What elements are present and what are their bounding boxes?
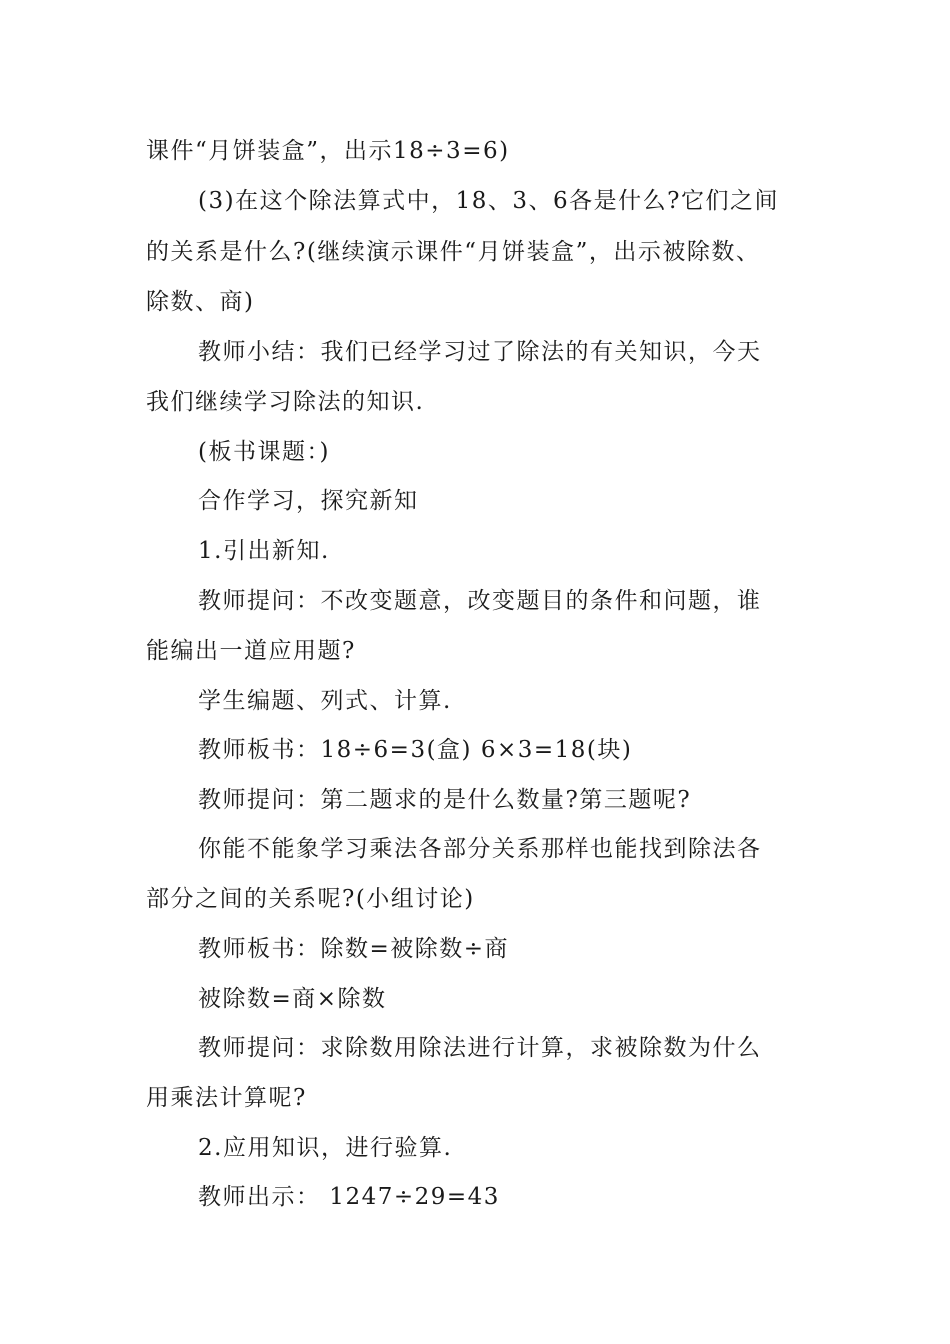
section-heading: 合作学习，探究新知 [198,488,419,514]
text-line: 除数、商) [146,289,255,315]
text-line: 教师出示： 1247÷29=43 [198,1184,500,1210]
text-line: 教师板书：18÷6=3(盒) 6×3=18(块) [198,737,633,763]
text-line: 2.应用知识，进行验算. [198,1135,453,1161]
text-line: 教师提问：求除数用除法进行计算，求被除数为什么 [198,1035,762,1061]
text-line: 你能不能象学习乘法各部分关系那样也能找到除法各 [198,836,762,862]
text-line: 教师小结：我们已经学习过了除法的有关知识，今天 [198,339,762,365]
text-line: 教师提问：不改变题意，改变题目的条件和问题，谁 [198,588,762,614]
text-line: 的关系是什么?(继续演示课件“月饼装盒”，出示被除数、 [146,239,761,265]
text-line: 被除数=商×除数 [198,986,387,1012]
text-line: (板书课题：) [198,439,330,465]
text-line: 部分之间的关系呢?(小组讨论) [146,886,475,912]
text-line: (3)在这个除法算式中，18、3、6各是什么?它们之间 [198,188,779,214]
text-line: 1.引出新知. [198,538,330,564]
text-line: 课件“月饼装盒”，出示18÷3=6) [146,138,510,164]
text-line: 学生编题、列式、计算. [198,688,452,714]
text-line: 我们继续学习除法的知识. [146,389,425,415]
text-line: 用乘法计算呢? [146,1085,307,1111]
text-line: 教师板书：除数=被除数÷商 [198,936,510,962]
text-line: 教师提问：第二题求的是什么数量?第三题呢? [198,787,692,813]
text-line: 能编出一道应用题? [146,638,356,664]
